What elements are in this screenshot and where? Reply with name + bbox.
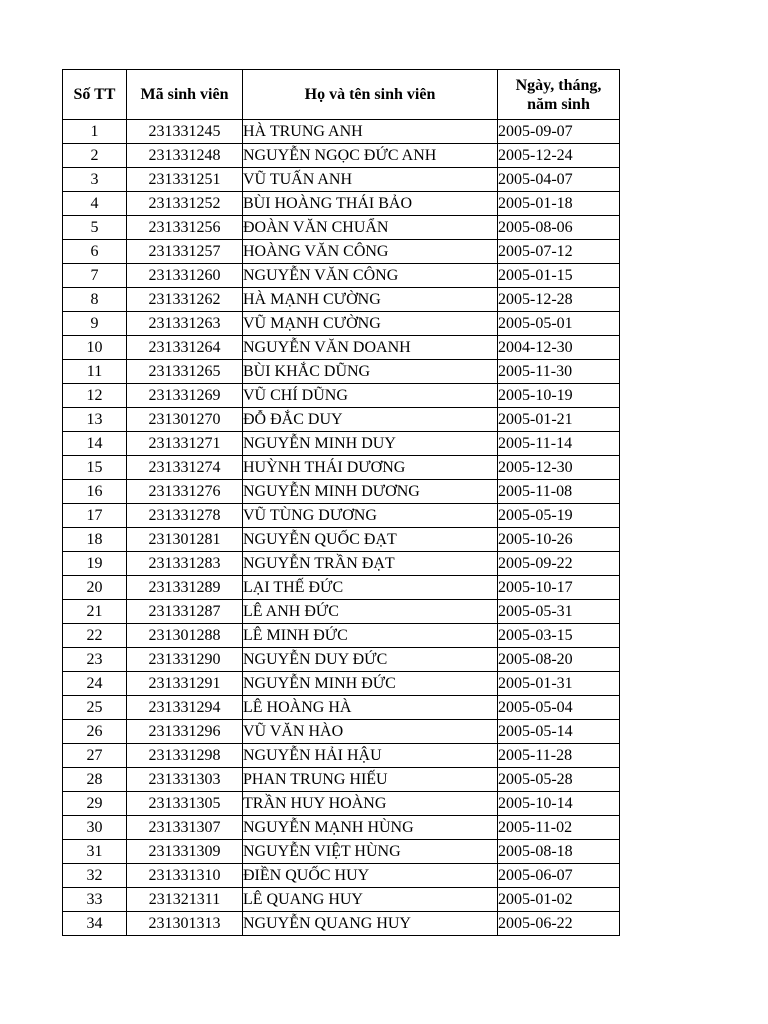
cell-date-of-birth: 2005-05-04	[498, 696, 620, 720]
cell-full-name: NGUYỄN QUỐC ĐẠT	[243, 528, 498, 552]
table-row	[63, 504, 620, 528]
cell-full-name: HOÀNG VĂN CÔNG	[243, 240, 498, 264]
cell-date-of-birth: 2005-10-17	[498, 576, 620, 600]
cell-full-name: NGUYỄN HẢI HẬU	[243, 744, 498, 768]
cell-student-id: 231301281	[127, 528, 243, 552]
cell-stt: 31	[63, 840, 127, 864]
cell-date-of-birth: 2005-10-19	[498, 384, 620, 408]
cell-stt: 27	[63, 744, 127, 768]
cell-date-of-birth: 2005-05-19	[498, 504, 620, 528]
cell-date-of-birth: 2005-12-28	[498, 288, 620, 312]
cell-student-id: 231331248	[127, 144, 243, 168]
cell-full-name: LÊ HOÀNG HÀ	[243, 696, 498, 720]
table-row	[63, 216, 620, 240]
header-row	[63, 70, 620, 120]
cell-full-name: ĐIỀN QUỐC HUY	[243, 864, 498, 888]
cell-student-id: 231331291	[127, 672, 243, 696]
cell-student-id: 231331305	[127, 792, 243, 816]
cell-full-name: VŨ VĂN HÀO	[243, 720, 498, 744]
cell-student-id: 231331265	[127, 360, 243, 384]
header-full-name: Họ và tên sinh viên	[243, 70, 498, 120]
table-row	[63, 384, 620, 408]
cell-date-of-birth: 2005-11-08	[498, 480, 620, 504]
cell-stt: 22	[63, 624, 127, 648]
cell-date-of-birth: 2005-11-02	[498, 816, 620, 840]
table-row	[63, 648, 620, 672]
cell-student-id: 231331276	[127, 480, 243, 504]
table-header	[63, 70, 620, 120]
cell-stt: 8	[63, 288, 127, 312]
cell-full-name: LẠI THẾ ĐỨC	[243, 576, 498, 600]
header-dob-line1: Ngày, tháng,	[515, 76, 602, 94]
cell-student-id: 231301270	[127, 408, 243, 432]
cell-date-of-birth: 2005-09-07	[498, 120, 620, 144]
cell-stt: 23	[63, 648, 127, 672]
cell-stt: 5	[63, 216, 127, 240]
cell-date-of-birth: 2005-01-02	[498, 888, 620, 912]
cell-stt: 17	[63, 504, 127, 528]
table-row	[63, 528, 620, 552]
cell-stt: 26	[63, 720, 127, 744]
table-row	[63, 312, 620, 336]
cell-date-of-birth: 2005-01-18	[498, 192, 620, 216]
cell-student-id: 231331298	[127, 744, 243, 768]
cell-student-id: 231331294	[127, 696, 243, 720]
table-row	[63, 408, 620, 432]
table-row	[63, 792, 620, 816]
cell-stt: 33	[63, 888, 127, 912]
table-row	[63, 720, 620, 744]
cell-student-id: 231331310	[127, 864, 243, 888]
cell-date-of-birth: 2005-10-26	[498, 528, 620, 552]
cell-date-of-birth: 2005-05-31	[498, 600, 620, 624]
table-row	[63, 120, 620, 144]
cell-full-name: HÀ MẠNH CƯỜNG	[243, 288, 498, 312]
cell-full-name: VŨ TUẤN ANH	[243, 168, 498, 192]
table-row	[63, 768, 620, 792]
cell-student-id: 231301288	[127, 624, 243, 648]
table-row	[63, 888, 620, 912]
cell-student-id: 231331252	[127, 192, 243, 216]
cell-student-id: 231331278	[127, 504, 243, 528]
table-row	[63, 744, 620, 768]
cell-date-of-birth: 2005-12-30	[498, 456, 620, 480]
cell-date-of-birth: 2005-06-22	[498, 912, 620, 936]
cell-stt: 10	[63, 336, 127, 360]
cell-date-of-birth: 2005-08-06	[498, 216, 620, 240]
cell-student-id: 231331289	[127, 576, 243, 600]
cell-student-id: 231321311	[127, 888, 243, 912]
cell-full-name: NGUYỄN VĂN CÔNG	[243, 264, 498, 288]
cell-student-id: 231331260	[127, 264, 243, 288]
cell-full-name: NGUYỄN TRẦN ĐẠT	[243, 552, 498, 576]
cell-full-name: HÀ TRUNG ANH	[243, 120, 498, 144]
cell-stt: 16	[63, 480, 127, 504]
cell-date-of-birth: 2005-03-15	[498, 624, 620, 648]
table-row	[63, 672, 620, 696]
student-list-table	[62, 69, 620, 936]
header-stt: Số TT	[63, 70, 127, 120]
cell-date-of-birth: 2005-11-30	[498, 360, 620, 384]
cell-full-name: VŨ TÙNG DƯƠNG	[243, 504, 498, 528]
cell-student-id: 231331283	[127, 552, 243, 576]
cell-student-id: 231331245	[127, 120, 243, 144]
cell-date-of-birth: 2005-11-28	[498, 744, 620, 768]
cell-student-id: 231301313	[127, 912, 243, 936]
cell-date-of-birth: 2005-06-07	[498, 864, 620, 888]
cell-stt: 34	[63, 912, 127, 936]
cell-student-id: 231331307	[127, 816, 243, 840]
cell-date-of-birth: 2005-04-07	[498, 168, 620, 192]
header-dob-line2: năm sinh	[527, 95, 590, 113]
cell-date-of-birth: 2005-01-31	[498, 672, 620, 696]
cell-full-name: LÊ QUANG HUY	[243, 888, 498, 912]
cell-date-of-birth: 2005-05-01	[498, 312, 620, 336]
table-row	[63, 840, 620, 864]
table-row	[63, 168, 620, 192]
cell-stt: 24	[63, 672, 127, 696]
cell-stt: 6	[63, 240, 127, 264]
cell-student-id: 231331290	[127, 648, 243, 672]
cell-full-name: VŨ CHÍ DŨNG	[243, 384, 498, 408]
cell-student-id: 231331262	[127, 288, 243, 312]
table-body	[63, 120, 620, 936]
table-row	[63, 432, 620, 456]
cell-student-id: 231331264	[127, 336, 243, 360]
cell-full-name: NGUYỄN QUANG HUY	[243, 912, 498, 936]
cell-full-name: LÊ MINH ĐỨC	[243, 624, 498, 648]
cell-stt: 12	[63, 384, 127, 408]
cell-date-of-birth: 2005-10-14	[498, 792, 620, 816]
cell-student-id: 231331271	[127, 432, 243, 456]
cell-date-of-birth: 2005-09-22	[498, 552, 620, 576]
cell-full-name: NGUYỄN MẠNH HÙNG	[243, 816, 498, 840]
cell-student-id: 231331309	[127, 840, 243, 864]
cell-student-id: 231331263	[127, 312, 243, 336]
cell-stt: 32	[63, 864, 127, 888]
cell-full-name: NGUYỄN MINH DƯƠNG	[243, 480, 498, 504]
cell-date-of-birth: 2005-05-28	[498, 768, 620, 792]
cell-full-name: ĐOÀN VĂN CHUẨN	[243, 216, 498, 240]
cell-stt: 3	[63, 168, 127, 192]
cell-date-of-birth: 2005-07-12	[498, 240, 620, 264]
cell-full-name: BÙI KHẮC DŨNG	[243, 360, 498, 384]
cell-stt: 15	[63, 456, 127, 480]
cell-date-of-birth: 2005-08-20	[498, 648, 620, 672]
table-row	[63, 336, 620, 360]
table-row	[63, 624, 620, 648]
cell-stt: 25	[63, 696, 127, 720]
cell-stt: 18	[63, 528, 127, 552]
cell-full-name: BÙI HOÀNG THÁI BẢO	[243, 192, 498, 216]
cell-date-of-birth: 2005-05-14	[498, 720, 620, 744]
cell-stt: 20	[63, 576, 127, 600]
cell-full-name: PHAN TRUNG HIẾU	[243, 768, 498, 792]
cell-stt: 7	[63, 264, 127, 288]
table-row	[63, 360, 620, 384]
cell-student-id: 231331303	[127, 768, 243, 792]
table-row	[63, 240, 620, 264]
table-row	[63, 480, 620, 504]
cell-date-of-birth: 2005-01-15	[498, 264, 620, 288]
cell-stt: 13	[63, 408, 127, 432]
table-row	[63, 264, 620, 288]
cell-full-name: NGUYỄN NGỌC ĐỨC ANH	[243, 144, 498, 168]
table-row	[63, 192, 620, 216]
cell-full-name: NGUYỄN VIỆT HÙNG	[243, 840, 498, 864]
cell-stt: 28	[63, 768, 127, 792]
cell-full-name: VŨ MẠNH CƯỜNG	[243, 312, 498, 336]
table-row	[63, 600, 620, 624]
cell-stt: 1	[63, 120, 127, 144]
table-row	[63, 288, 620, 312]
cell-student-id: 231331287	[127, 600, 243, 624]
table-row	[63, 144, 620, 168]
cell-full-name: TRẦN HUY HOÀNG	[243, 792, 498, 816]
cell-date-of-birth: 2005-01-21	[498, 408, 620, 432]
cell-stt: 4	[63, 192, 127, 216]
cell-stt: 19	[63, 552, 127, 576]
cell-student-id: 231331274	[127, 456, 243, 480]
cell-full-name: NGUYỄN DUY ĐỨC	[243, 648, 498, 672]
cell-stt: 14	[63, 432, 127, 456]
cell-stt: 2	[63, 144, 127, 168]
cell-student-id: 231331296	[127, 720, 243, 744]
cell-full-name: NGUYỄN MINH DUY	[243, 432, 498, 456]
cell-stt: 9	[63, 312, 127, 336]
header-date-of-birth	[498, 70, 620, 120]
cell-date-of-birth: 2005-08-18	[498, 840, 620, 864]
cell-full-name: NGUYỄN MINH ĐỨC	[243, 672, 498, 696]
cell-stt: 30	[63, 816, 127, 840]
cell-stt: 11	[63, 360, 127, 384]
cell-full-name: ĐỖ ĐẮC DUY	[243, 408, 498, 432]
table-row	[63, 696, 620, 720]
cell-stt: 21	[63, 600, 127, 624]
cell-date-of-birth: 2005-12-24	[498, 144, 620, 168]
table-row	[63, 456, 620, 480]
cell-date-of-birth: 2005-11-14	[498, 432, 620, 456]
cell-student-id: 231331269	[127, 384, 243, 408]
table-row	[63, 552, 620, 576]
cell-student-id: 231331256	[127, 216, 243, 240]
cell-stt: 29	[63, 792, 127, 816]
cell-date-of-birth: 2004-12-30	[498, 336, 620, 360]
table-row	[63, 912, 620, 936]
table-row	[63, 576, 620, 600]
cell-student-id: 231331257	[127, 240, 243, 264]
header-student-id: Mã sinh viên	[127, 70, 243, 120]
table-row	[63, 816, 620, 840]
cell-full-name: HUỲNH THÁI DƯƠNG	[243, 456, 498, 480]
cell-student-id: 231331251	[127, 168, 243, 192]
cell-full-name: NGUYỄN VĂN DOANH	[243, 336, 498, 360]
table-row	[63, 864, 620, 888]
cell-full-name: LÊ ANH ĐỨC	[243, 600, 498, 624]
